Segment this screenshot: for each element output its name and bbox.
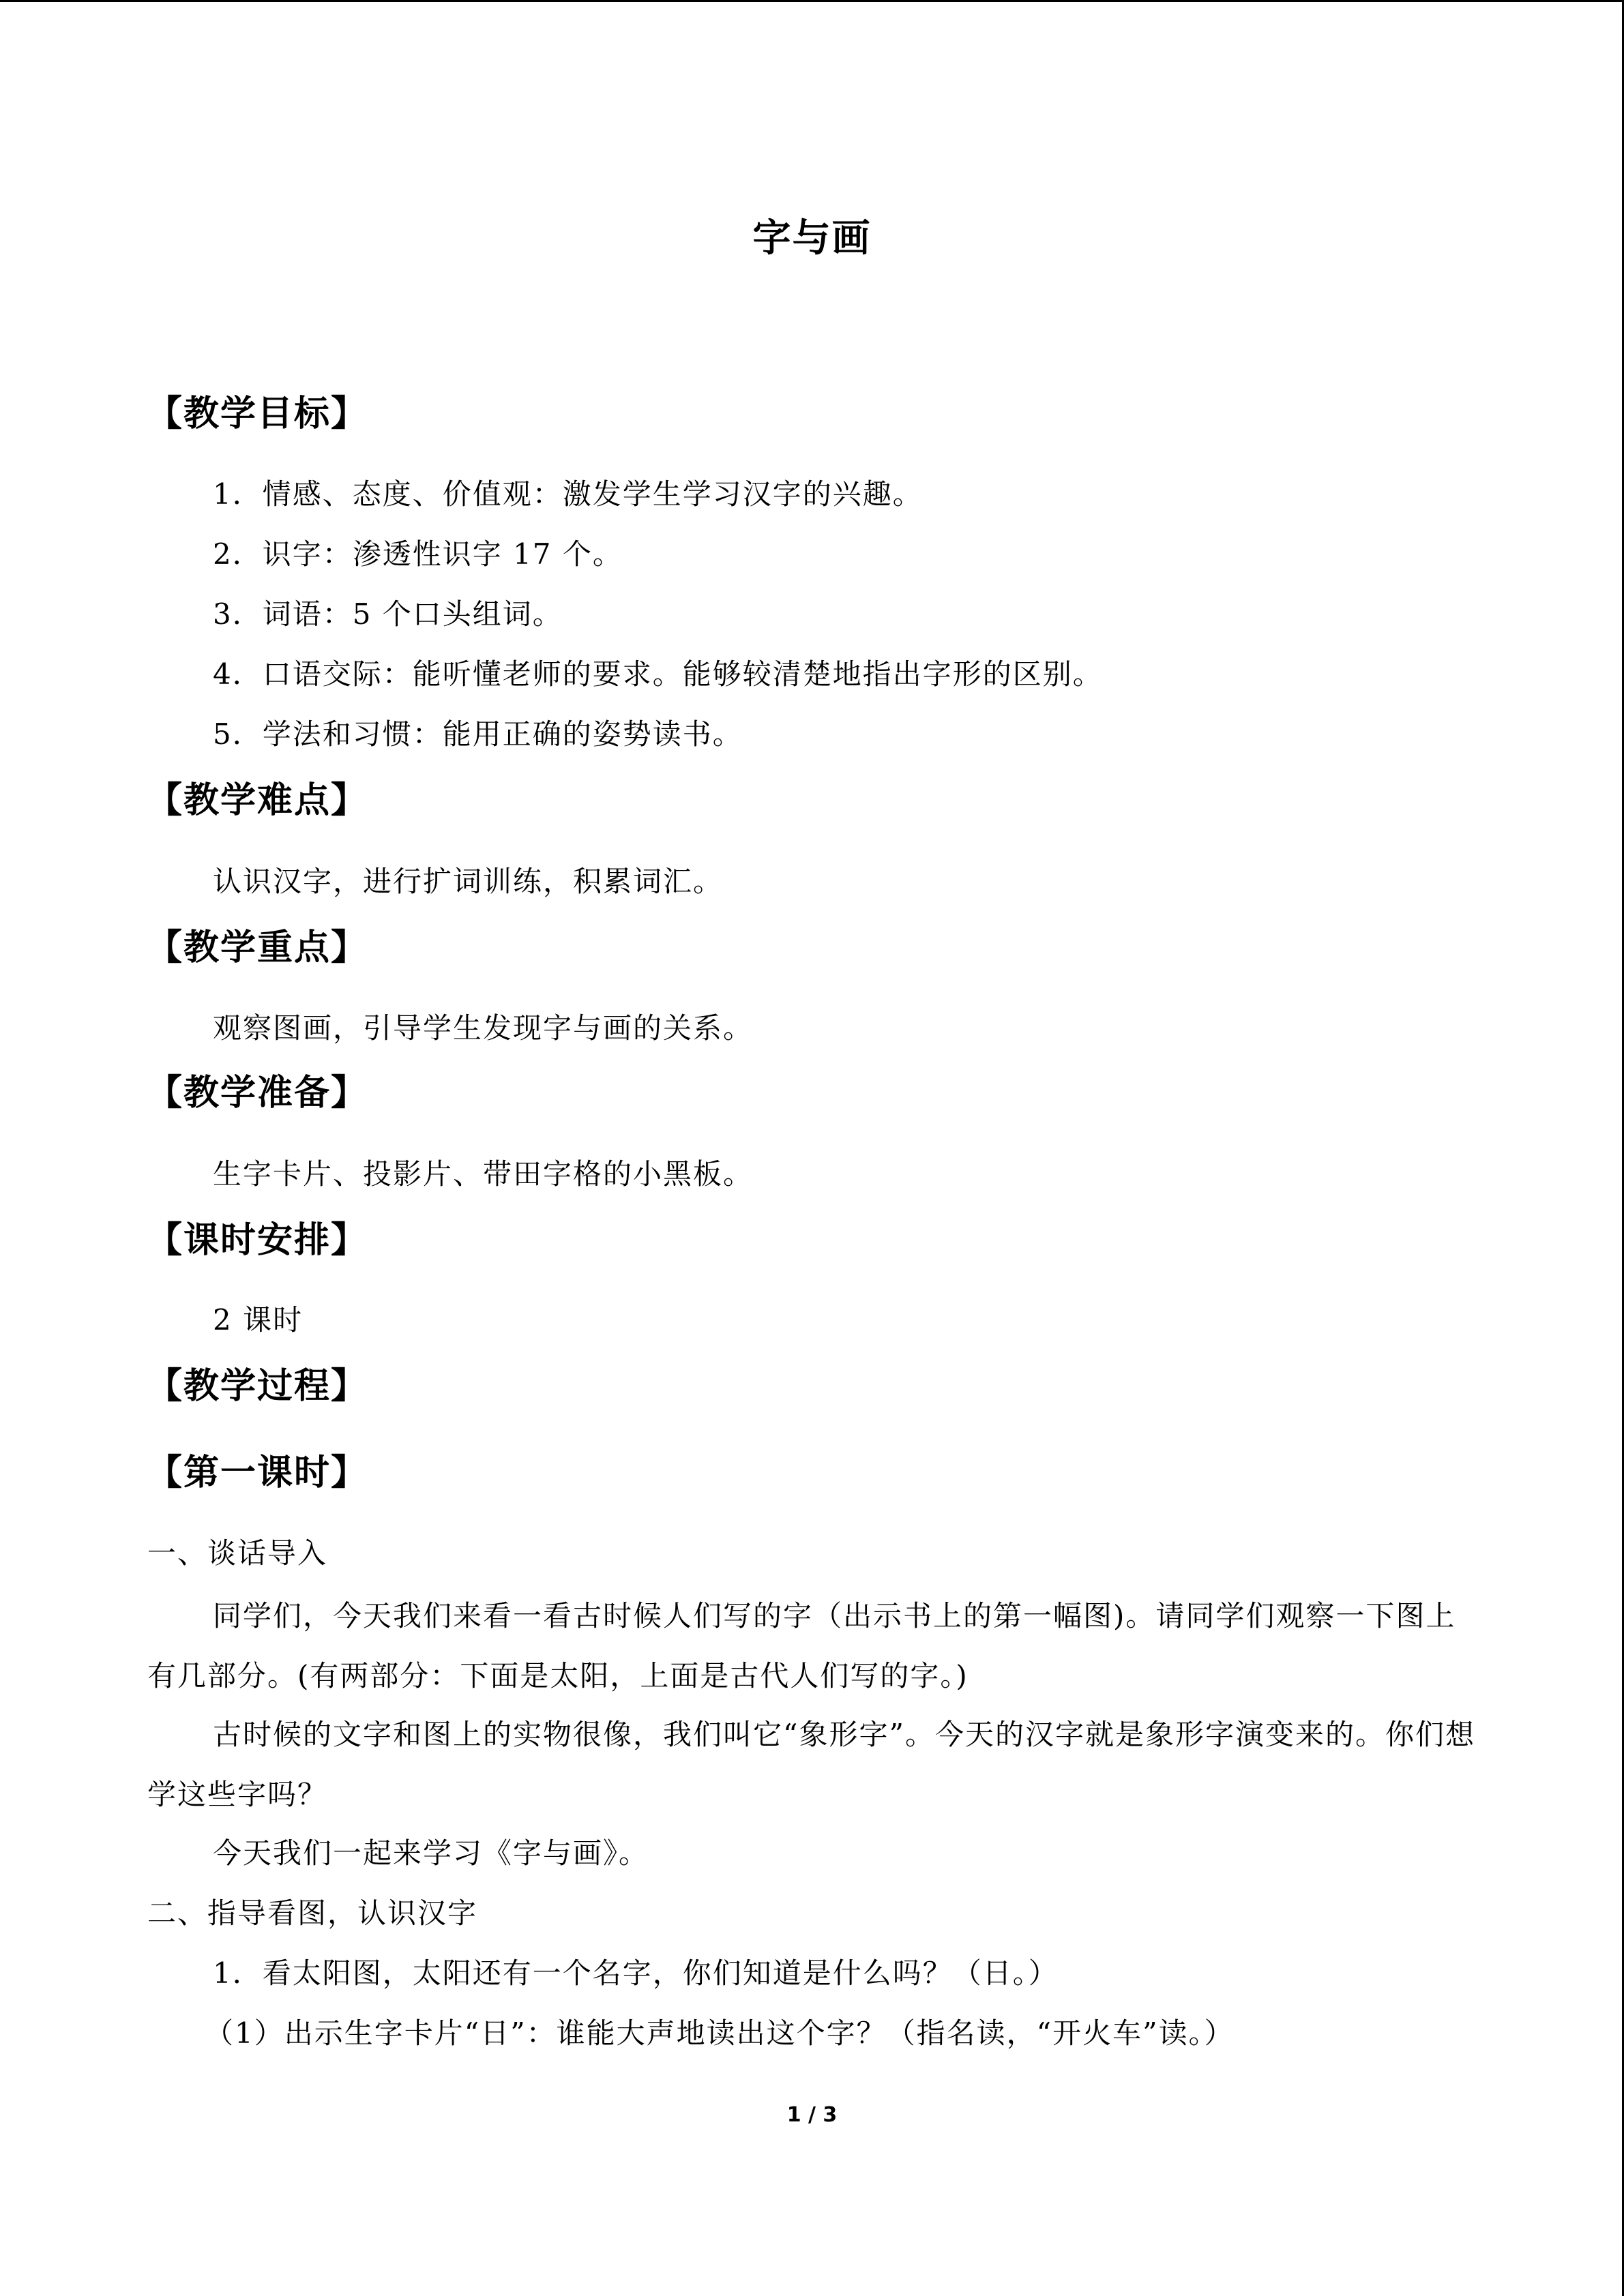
paragraph-pictograph: 古时候的文字和图上的实物很像，我们叫它“象形字”。今天的汉字就是象形字演变来的。你们想学这些字吗？ bbox=[147, 1718, 1475, 1811]
heading-process: 【教学过程】 bbox=[147, 1366, 368, 1407]
heading-key-points: 【教学重点】 bbox=[147, 927, 368, 968]
page-top-border bbox=[0, 0, 1624, 2]
objective-item-5: 5．学法和习惯：能用正确的姿势读书。 bbox=[213, 717, 743, 751]
heading-schedule: 【课时安排】 bbox=[147, 1220, 368, 1261]
paragraph-intro: 同学们，今天我们来看一看古时候人们写的字（出示书上的第一幅图)。请同学们观察一下图上有几部分。(有两部分：下面是太阳，上面是古代人们写的字。) bbox=[147, 1599, 1456, 1693]
objective-item-1: 1．情感、态度、价值观：激发学生学习汉字的兴趣。 bbox=[213, 477, 923, 511]
schedule-text: 2 课时 bbox=[213, 1303, 304, 1337]
preparation-text: 生字卡片、投影片、带田字格的小黑板。 bbox=[213, 1157, 754, 1191]
paragraph-today: 今天我们一起来学习《字与画》。 bbox=[213, 1836, 649, 1870]
heading-preparation: 【教学准备】 bbox=[147, 1073, 368, 1114]
part-1-title: 一、谈话导入 bbox=[147, 1536, 328, 1570]
heading-objectives: 【教学目标】 bbox=[147, 393, 368, 434]
page-title: 字与画 bbox=[752, 216, 872, 260]
objective-item-3: 3．词语：5 个口头组词。 bbox=[213, 597, 563, 631]
objective-item-4: 4．口语交际：能听懂老师的要求。能够较清楚地指出字形的区别。 bbox=[213, 657, 1103, 691]
page-number: 1 / 3 bbox=[786, 2103, 838, 2127]
difficulties-text: 认识汉字，进行扩词训练，积累词汇。 bbox=[213, 865, 724, 898]
question-1: 1．看太阳图，太阳还有一个名字，你们知道是什么吗？（日。） bbox=[213, 1956, 1059, 1990]
heading-difficulties: 【教学难点】 bbox=[147, 780, 368, 821]
objective-item-2: 2．识字：渗透性识字 17 个。 bbox=[213, 537, 623, 571]
key-points-text: 观察图画，引导学生发现字与画的关系。 bbox=[213, 1011, 754, 1045]
part-2-title: 二、指导看图，认识汉字 bbox=[147, 1896, 478, 1930]
heading-lesson-1: 【第一课时】 bbox=[147, 1452, 368, 1493]
question-1-sub: （1）出示生字卡片“日”：谁能大声地读出这个字？（指名读，“开火车”读。） bbox=[205, 2016, 1235, 2050]
